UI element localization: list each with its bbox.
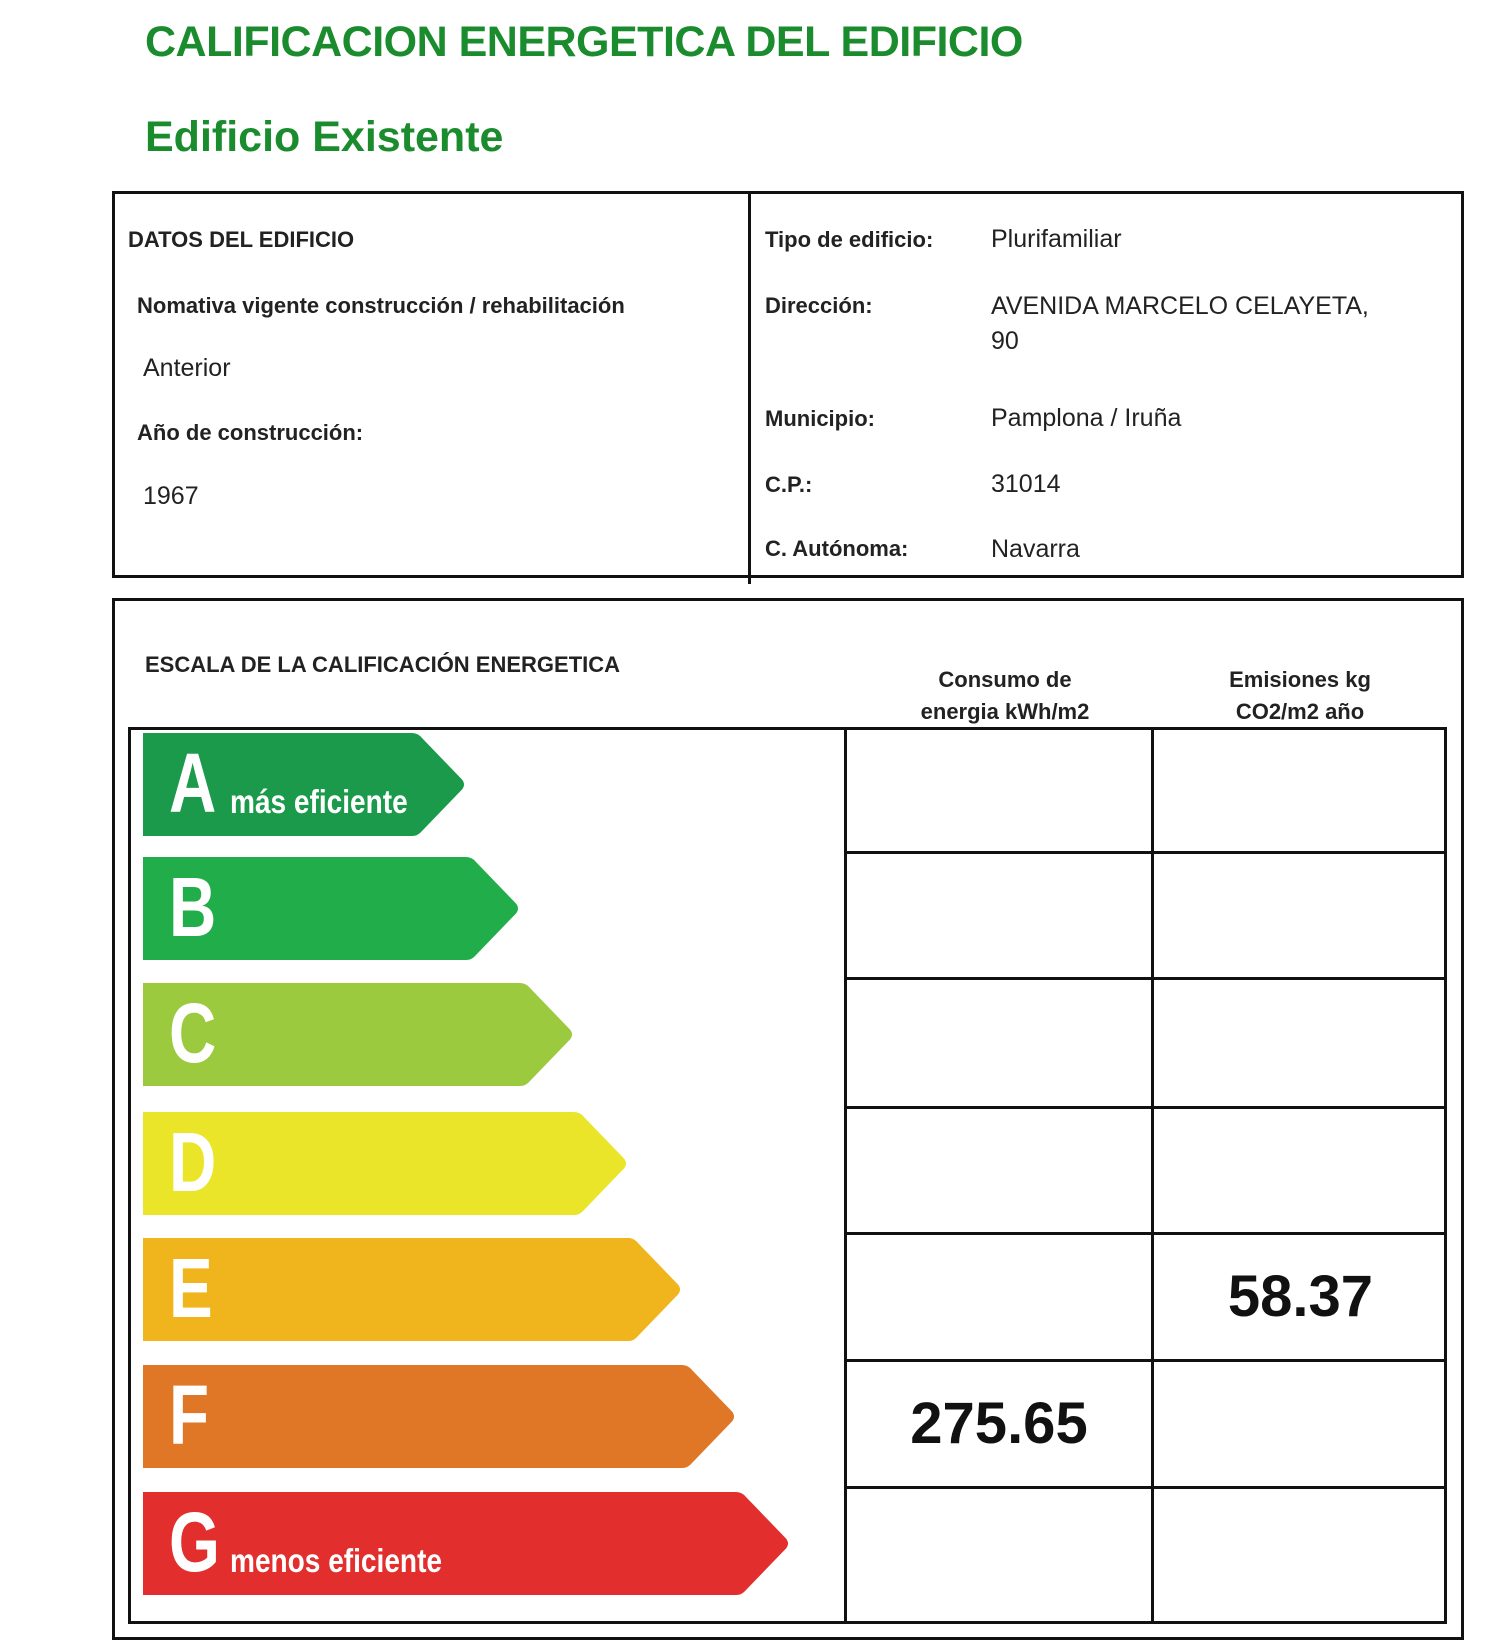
building-type-value: Plurifamiliar xyxy=(991,225,1122,253)
energy-class-d-arrow xyxy=(143,1112,628,1215)
municipality-value: Pamplona / Iruña xyxy=(991,404,1182,432)
grid-row-line xyxy=(844,1106,1447,1109)
grid-row-line xyxy=(844,1232,1447,1235)
emissions-header-line1: Emisiones kg xyxy=(1229,667,1371,692)
address-label: Dirección: xyxy=(765,293,873,318)
grid-row-line xyxy=(844,977,1447,980)
emissions-header-line2: CO2/m2 año xyxy=(1235,699,1365,724)
energy-class-g-arrow xyxy=(143,1492,790,1595)
energy-class-letter: C xyxy=(169,986,217,1080)
address-value-line2: 90 xyxy=(991,327,1019,355)
grid-row-line xyxy=(844,851,1447,854)
grid-divider-emissions xyxy=(1151,727,1154,1624)
energy-class-letter: A xyxy=(169,736,217,830)
construction-year-value: 1967 xyxy=(143,482,199,510)
energy-class-letter: E xyxy=(169,1241,213,1335)
autonomous-community-value: Navarra xyxy=(991,535,1080,563)
energy-scale-heading: ESCALA DE LA CALIFICACIÓN ENERGETICA xyxy=(145,652,621,677)
consumption-header-line2: energia kWh/m2 xyxy=(920,699,1090,724)
normativa-value: Anterior xyxy=(143,354,231,382)
energy-class-letter: G xyxy=(169,1495,220,1589)
energy-class-letter: D xyxy=(169,1115,217,1209)
energy-class-e-arrow xyxy=(143,1238,682,1341)
grid-row-line xyxy=(844,1486,1447,1489)
energy-class-f-arrow xyxy=(143,1365,736,1468)
energy-class-b-arrow xyxy=(143,857,520,960)
building-data-heading: DATOS DEL EDIFICIO xyxy=(128,227,355,252)
energy-class-letter: B xyxy=(169,860,217,954)
address-value-line1: AVENIDA MARCELO CELAYETA, xyxy=(991,292,1369,320)
grid-row-line xyxy=(844,1359,1447,1362)
consumption-header-line1: Consumo de xyxy=(938,667,1072,692)
normativa-label: Nomativa vigente construcción / rehabilitación xyxy=(137,293,625,318)
energy-class-caption: menos eficiente xyxy=(230,1542,443,1579)
page-title: CALIFICACION ENERGETICA DEL EDIFICIO xyxy=(145,18,1023,66)
energy-class-caption: más eficiente xyxy=(230,783,408,820)
emissions-column-header xyxy=(1165,664,1435,728)
building-data-divider xyxy=(748,191,751,584)
postal-code-label: C.P.: xyxy=(765,472,813,497)
postal-code-value: 31014 xyxy=(991,470,1061,498)
energy-class-c-arrow xyxy=(143,983,574,1086)
building-type-label: Tipo de edificio: xyxy=(765,227,934,252)
emissions-value: 58.37 xyxy=(1227,1264,1374,1329)
construction-year-label: Año de construcción: xyxy=(137,420,364,445)
energy-class-a-arrow xyxy=(143,733,466,836)
consumption-column-header xyxy=(880,664,1130,728)
autonomous-community-label: C. Autónoma: xyxy=(765,536,909,561)
grid-divider-consumption xyxy=(844,727,847,1624)
consumption-value: 275.65 xyxy=(910,1391,1088,1456)
page-subtitle: Edificio Existente xyxy=(145,113,504,161)
municipality-label: Municipio: xyxy=(765,406,875,431)
energy-class-letter: F xyxy=(169,1368,210,1462)
